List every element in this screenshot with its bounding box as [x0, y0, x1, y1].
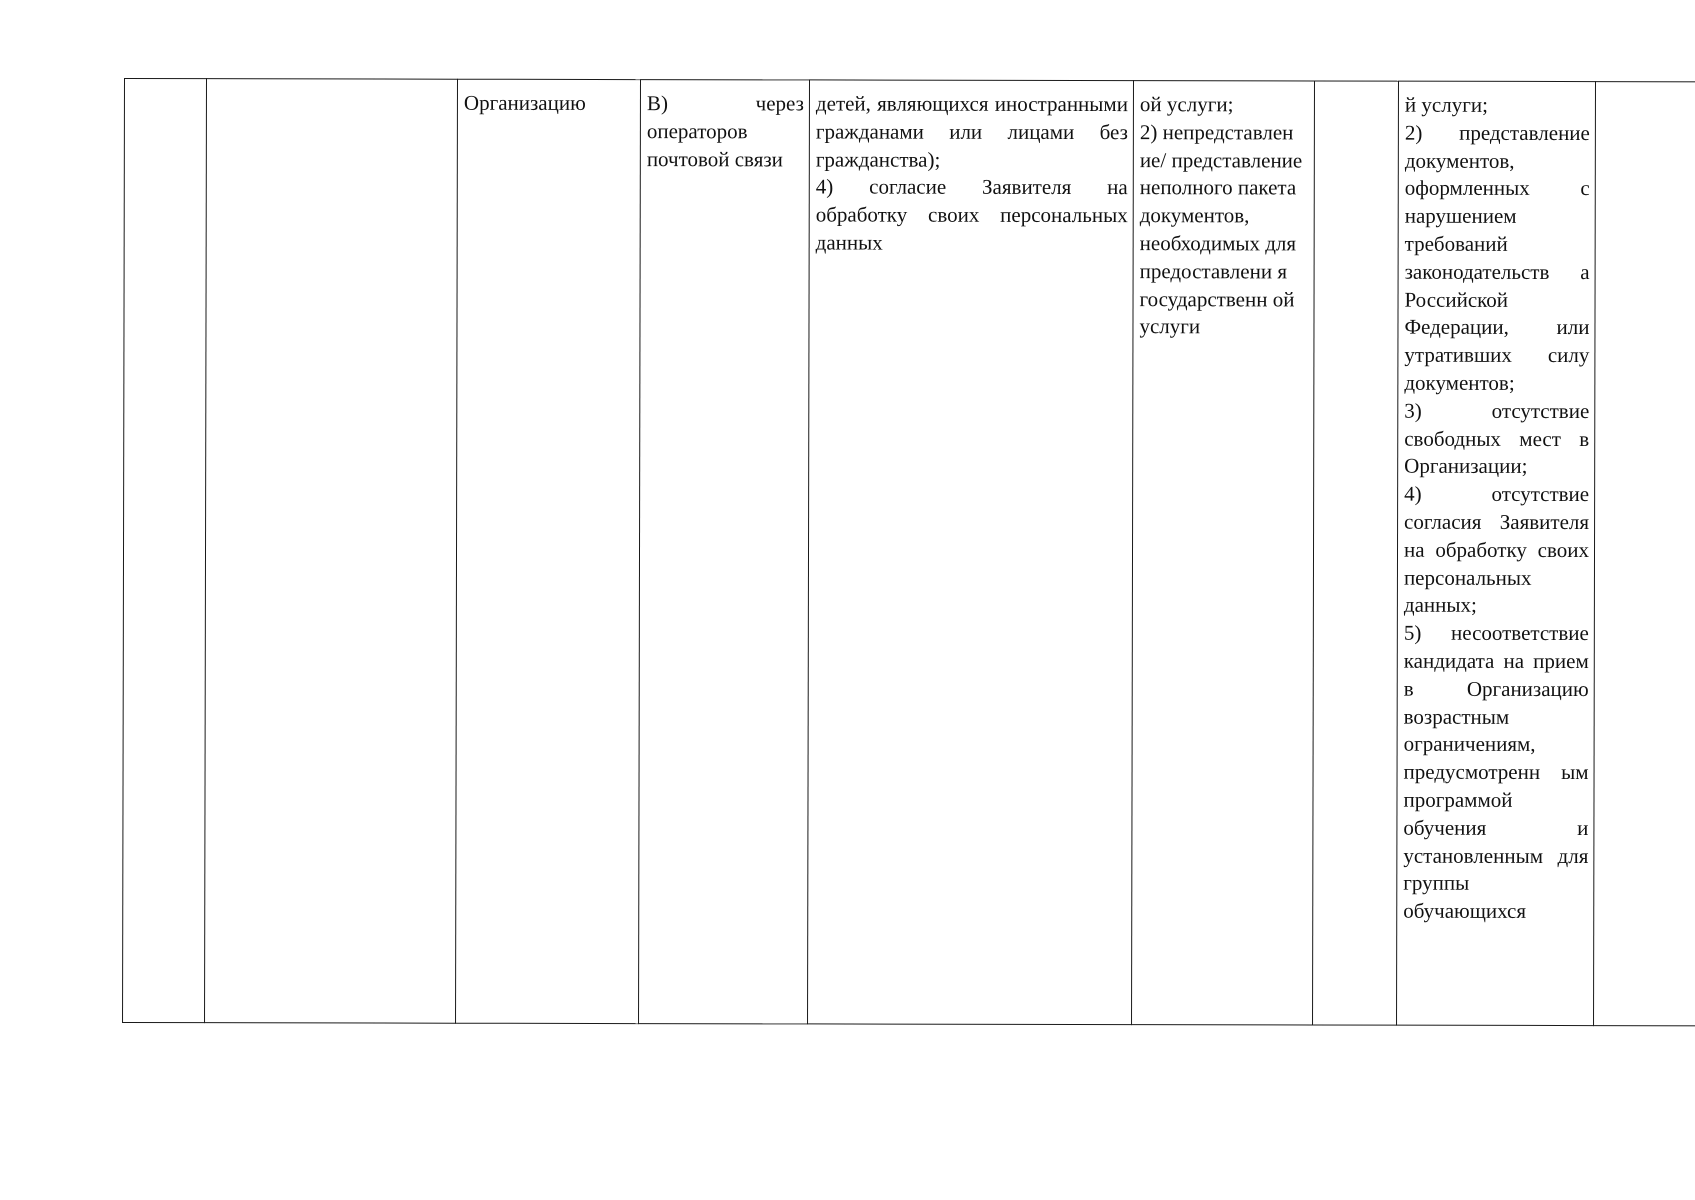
cell-3-text: Организацию	[463, 90, 586, 115]
table-cell-5	[808, 80, 1134, 1025]
cell-5-paragraph: 4) согласие Заявителя на обработку своих персональных данных	[815, 174, 1128, 255]
cell-6-paragraph: 2) непредставлен ие/ представление неполного пакета документов, необходимых для предоставлени я государственн ой услуги	[1139, 119, 1303, 339]
table-cell-1	[123, 79, 207, 1023]
cell-8-paragraph: 5) несоответствие кандидата на прием в Организацию возрастным ограничениям, предусмотренн ым программой обучения и установленным для группы обучающихся	[1403, 620, 1589, 924]
cell-8-paragraph: 4) отсутствие согласия Заявителя на обработку своих персональных данных;	[1403, 481, 1590, 618]
table-cell-7	[1313, 81, 1399, 1025]
table-row	[123, 79, 1695, 1026]
document-table	[122, 78, 1695, 1026]
table-cell-2	[205, 79, 458, 1024]
cell-8-paragraph: й услуги;	[1404, 92, 1488, 117]
table-cell-3	[456, 79, 641, 1023]
table-cell-9	[1594, 82, 1695, 1026]
cell-6-paragraph: ой услуги;	[1139, 92, 1234, 117]
cell-4-text: В) через операторов почтовой связи	[646, 91, 804, 171]
cell-8-paragraph: 2) представление документов, оформленных с нарушением требований законодательств а Российской Федерации, или утративших силу документов;	[1404, 120, 1590, 395]
table-cell-6	[1132, 81, 1315, 1025]
table-cell-8	[1397, 81, 1596, 1025]
table-cell-4	[639, 80, 810, 1024]
cell-8-paragraph: 3) отсутствие свободных мест в Организации;	[1404, 398, 1590, 479]
cell-5-paragraph: детей, являющихся иностранными гражданами или лицами без гражданства);	[815, 91, 1128, 172]
